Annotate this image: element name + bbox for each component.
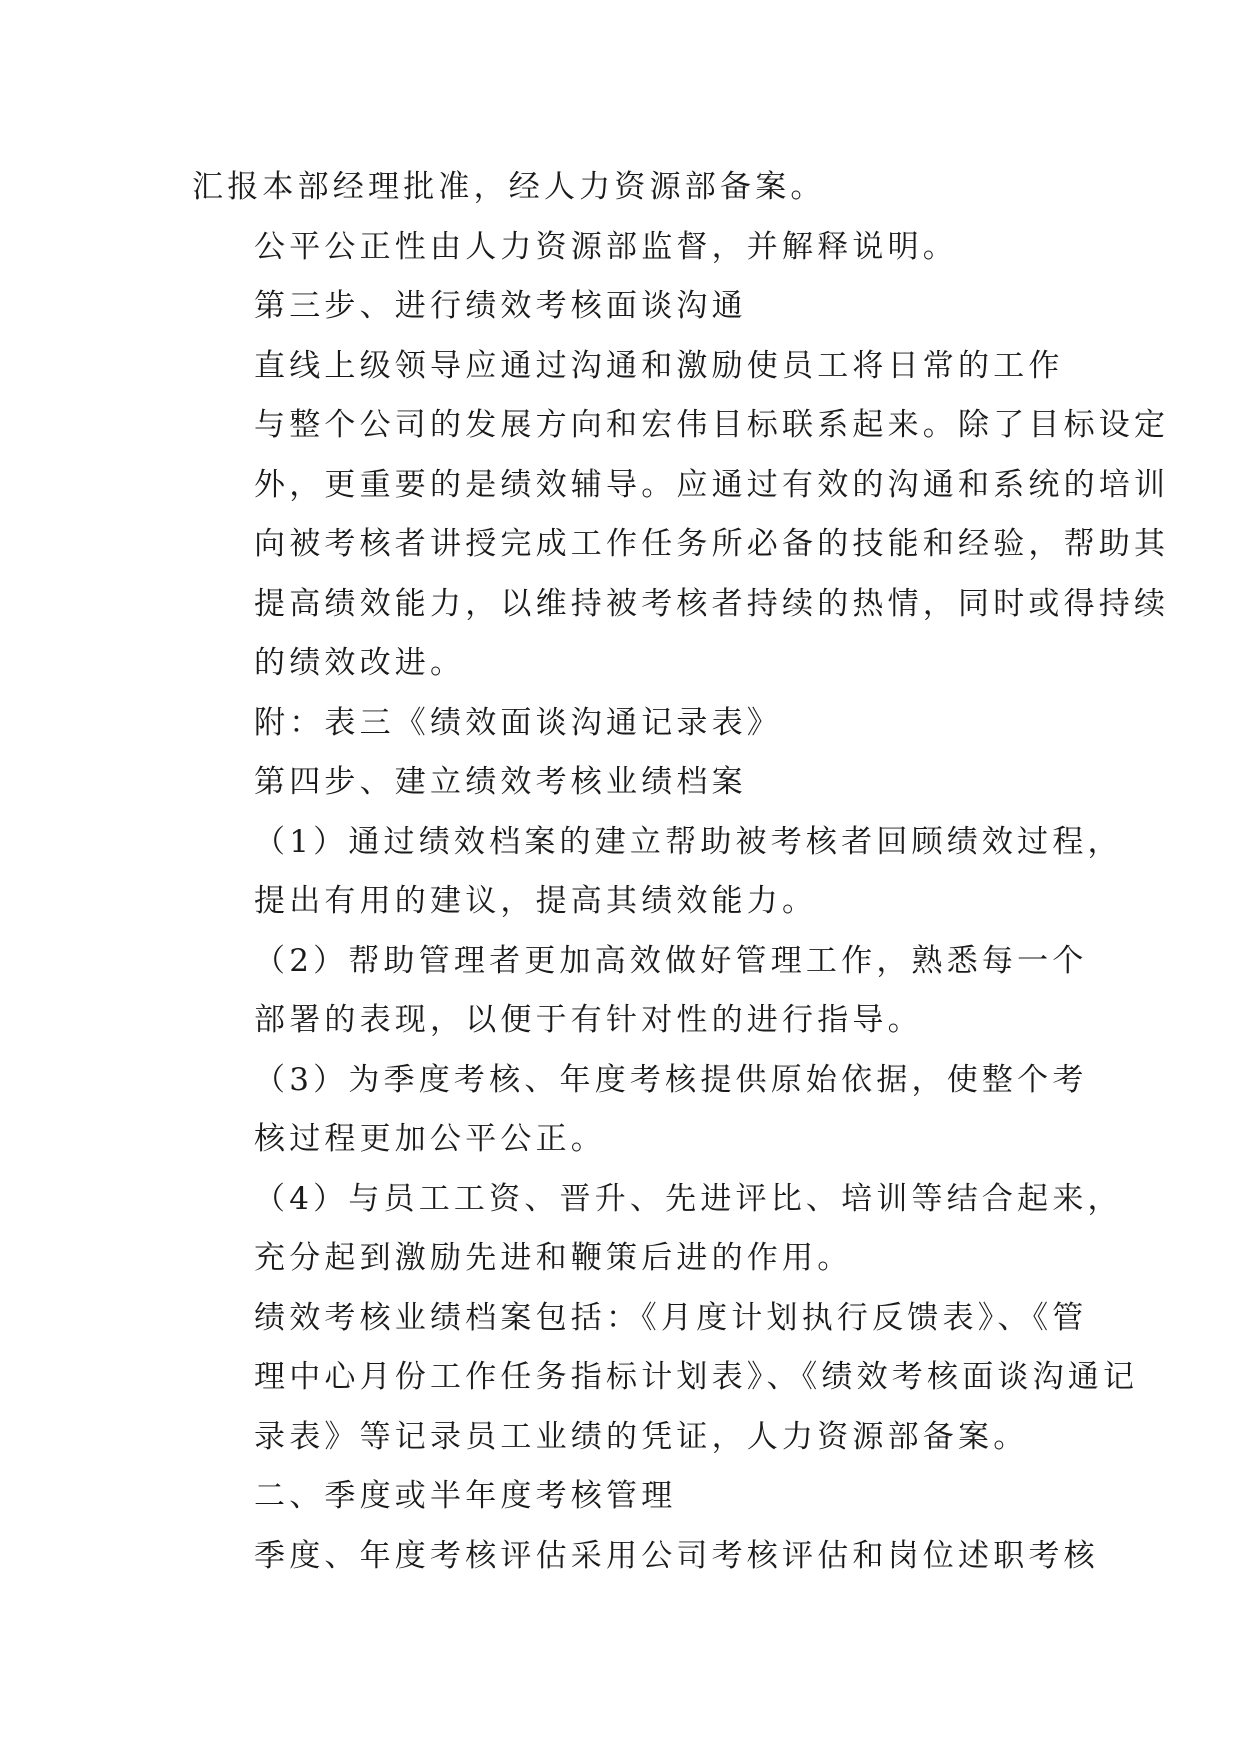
text-line: 外，更重要的是绩效辅导。应通过有效的沟通和系统的培训 <box>254 466 1170 503</box>
text-line: 公平公正性由人力资源部监督，并解释说明。 <box>254 228 958 265</box>
text-line: 汇报本部经理批准，经人力资源部备案。 <box>192 169 826 205</box>
text-line: （3）为季度考核、年度考核提供原始依据，使整个考 <box>254 1061 1088 1098</box>
text-line: 部署的表现，以便于有针对性的进行指导。 <box>254 1002 923 1038</box>
text-line: 第三步、进行绩效考核面谈沟通 <box>254 288 747 324</box>
text-line: 二、季度或半年度考核管理 <box>254 1478 677 1514</box>
list-item-2 <box>192 932 1088 1051</box>
text-line: 第四步、建立绩效考核业绩档案 <box>254 764 747 800</box>
paragraph-archive-contents <box>192 1289 1139 1468</box>
document-body <box>192 158 1170 1586</box>
text-line: 录表》等记录员工业绩的凭证，人力资源部备案。 <box>254 1418 1029 1455</box>
text-line: 提高绩效能力，以维持被考核者持续的热情，同时或得持续 <box>254 585 1170 622</box>
paragraph-fairness <box>192 218 1062 278</box>
heading-section-two <box>192 1467 1062 1527</box>
text-line: 直线上级领导应通过沟通和激励使员工将日常的工作 <box>254 347 1064 384</box>
text-line: （1）通过绩效档案的建立帮助被考核者回顾绩效过程， <box>254 823 1123 860</box>
list-item-4 <box>192 1170 1123 1289</box>
paragraph-communication <box>192 337 1170 694</box>
text-line: 理中心月份工作任务指标计划表》、《绩效考核面谈沟通记 <box>254 1359 1139 1395</box>
paragraph-quarterly-assessment <box>192 1527 1099 1587</box>
heading-step-three <box>192 277 1062 337</box>
list-item-1 <box>192 813 1123 932</box>
paragraph-attachment-note <box>192 694 1062 754</box>
text-line: 附：表三《绩效面谈沟通记录表》 <box>254 704 782 741</box>
list-item-3 <box>192 1051 1088 1170</box>
text-line: 绩效考核业绩档案包括：《月度计划执行反馈表》、《管 <box>254 1299 1088 1336</box>
text-line: 提出有用的建议，提高其绩效能力。 <box>254 883 818 919</box>
heading-step-four <box>192 753 1062 813</box>
text-line: 与整个公司的发展方向和宏伟目标联系起来。除了目标设定 <box>254 407 1170 443</box>
paragraph-approval <box>192 158 1062 218</box>
text-line: （2）帮助管理者更加高效做好管理工作，熟悉每一个 <box>254 942 1088 979</box>
text-line: 季度、年度考核评估采用公司考核评估和岗位述职考核 <box>254 1537 1099 1574</box>
text-line: 的绩效改进。 <box>254 645 466 681</box>
text-line: 向被考核者讲授完成工作任务所必备的技能和经验，帮助其 <box>254 526 1170 562</box>
text-line: （4）与员工工资、晋升、先进评比、培训等结合起来， <box>254 1180 1123 1217</box>
text-line: 核过程更加公平公正。 <box>254 1121 606 1157</box>
text-line: 充分起到激励先进和鞭策后进的作用。 <box>254 1240 853 1276</box>
